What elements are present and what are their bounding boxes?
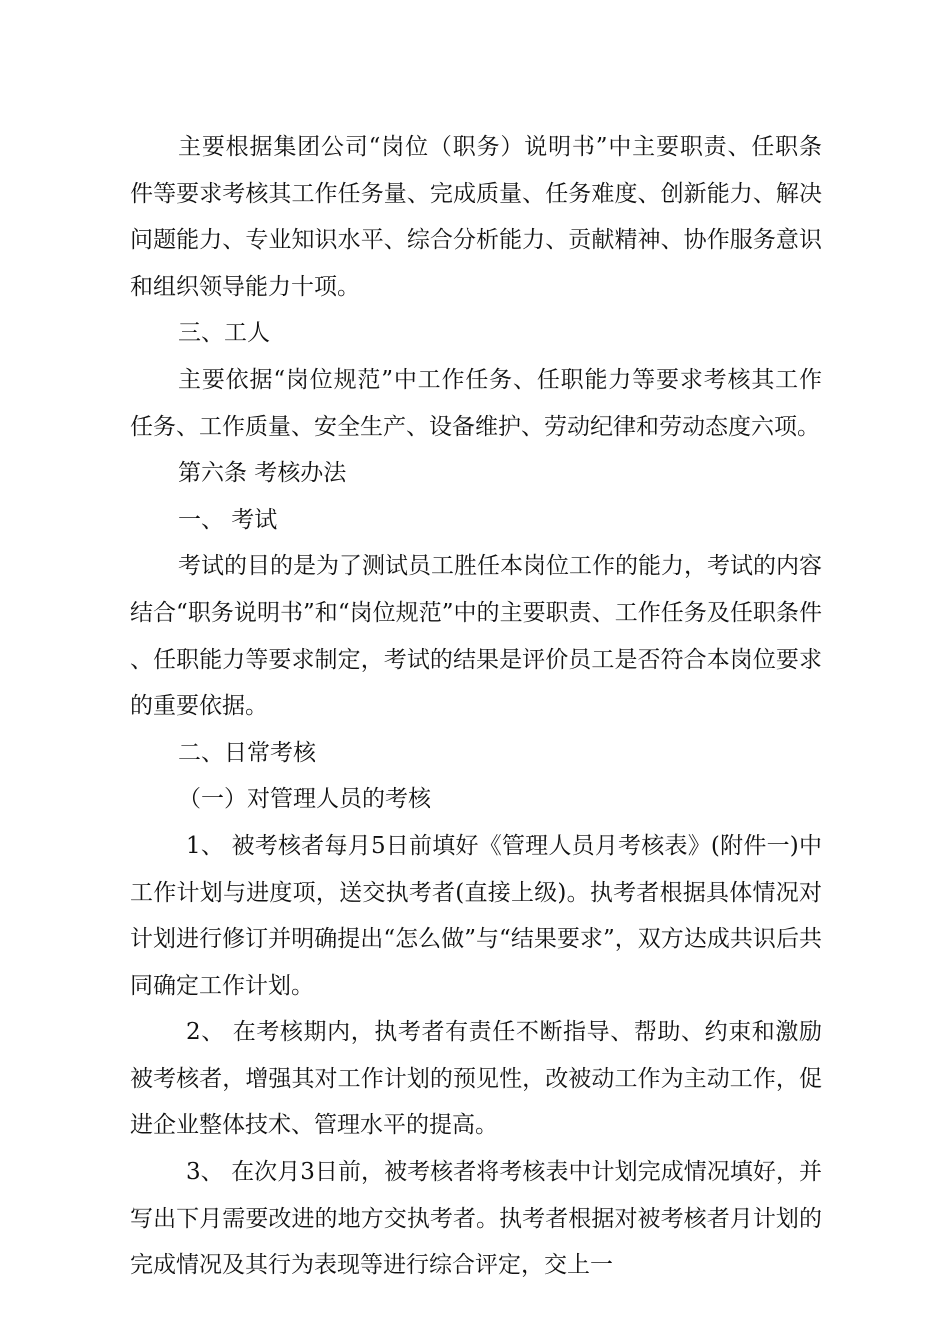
heading-managers-assessment: （一）对管理人员的考核 [178, 786, 431, 813]
document-page [130, 124, 822, 1289]
heading-article-six: 第六条 考核办法 [178, 460, 347, 487]
list-item-step-2: 2、 在考核期内，执考者有责任不断指导、帮助、约束和激励被考核者，增强其对工作计划的预见性，改被动工作为主动工作，促进企业整体技术、管理水平的提高。 [130, 1019, 822, 1139]
paragraph-managers-criteria: 主要根据集团公司“岗位（职务）说明书”中主要职责、任职条件等要求考核其工作任务量、完成质量、任务难度、创新能力、解决问题能力、专业知识水平、综合分析能力、贡献精神、协作服务意识和组织领导能力十项。 [130, 134, 822, 300]
heading-exam: 一、 考试 [178, 506, 278, 533]
paragraph-workers-criteria: 主要依据“岗位规范”中工作任务、任职能力等要求考核其工作任务、工作质量、安全生产、设备维护、劳动纪律和劳动态度六项。 [130, 366, 822, 440]
heading-daily-assessment: 二、日常考核 [178, 739, 316, 766]
paragraph-exam-purpose: 考试的目的是为了测试员工胜任本岗位工作的能力，考试的内容结合“职务说明书”和“岗位规范”中的主要职责、工作任务及任职条件、任职能力等要求制定，考试的结果是评价员工是否符合本岗位要求的重要依据。 [130, 553, 822, 720]
list-item-step-3: 3、 在次月3日前，被考核者将考核表中计划完成情况填好，并写出下月需要改进的地方交执考者。执考者根据对被考核者月计划的完成情况及其行为表现等进行综合评定，交上一 [130, 1159, 822, 1279]
list-item-step-1: 1、 被考核者每月5日前填好《管理人员月考核表》(附件一)中工作计划与进度项，送交执考者(直接上级)。执考者根据具体情况对计划进行修订并明确提出“怎么做”与“结果要求”，双方达成共识后共同确定工作计划。 [130, 832, 822, 999]
heading-workers: 三、工人 [178, 320, 270, 347]
